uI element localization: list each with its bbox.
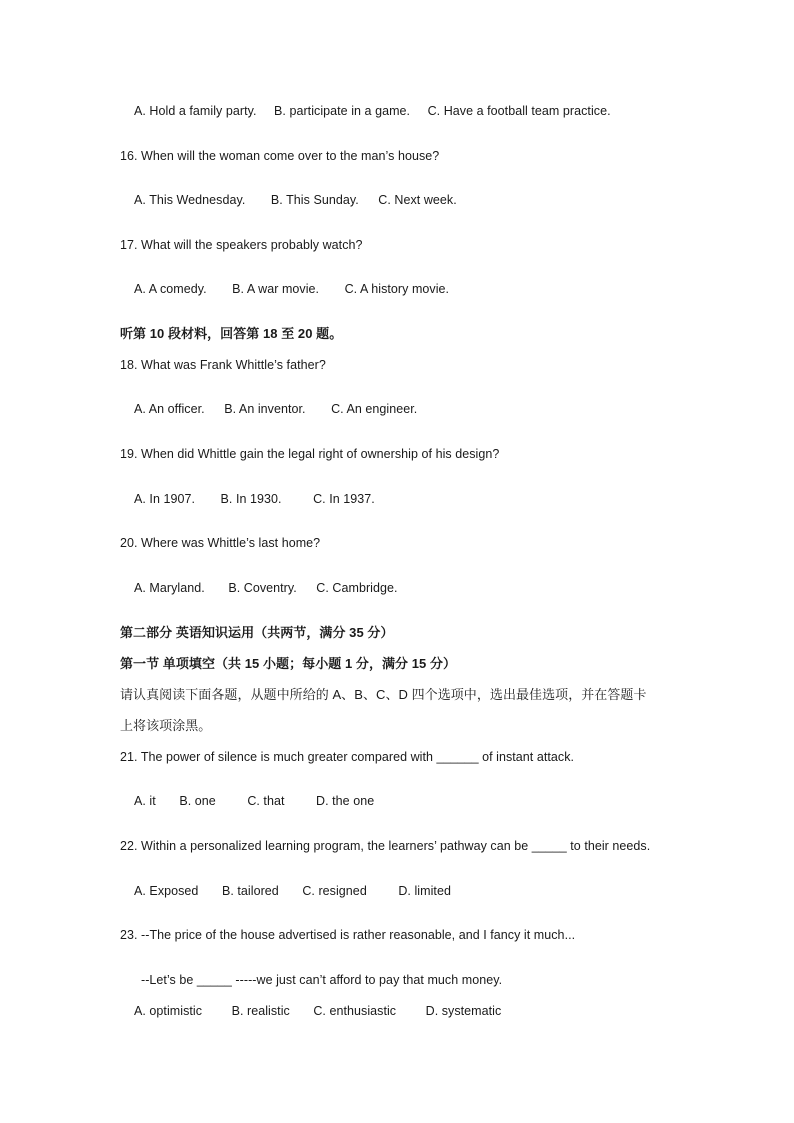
option-c: C. that — [247, 794, 285, 808]
options-21 — [134, 793, 374, 809]
option-c: C. Cambridge. — [316, 581, 398, 595]
options-18 — [134, 401, 417, 417]
option-b: B. tailored — [221, 884, 279, 898]
option-c: C. In 1937. — [313, 492, 375, 506]
instructions-line-1: 请认真阅读下面各题，从题中所给的 A、B、C、D 四个选项中，选出最佳选项，并在答题卡 — [120, 687, 647, 702]
question-22: 22. Within a personalized learning program, the learners’ pathway can be _____ to their needs. — [120, 839, 651, 853]
option-b: B. Coventry. — [228, 581, 297, 595]
options-20 — [134, 580, 398, 596]
options-16 — [134, 192, 457, 208]
option-a: A. An officer. — [134, 402, 205, 416]
question-19: 19. When did Whittle gain the legal right of ownership of his design? — [120, 447, 500, 461]
option-b: B. participate in a game. — [274, 104, 411, 118]
option-a: A. A comedy. — [134, 282, 207, 296]
option-b: B. This Sunday. — [270, 193, 359, 207]
options-19 — [134, 491, 375, 507]
option-a: A. it — [134, 794, 156, 808]
option-c: C. A history movie. — [344, 282, 450, 296]
option-c: C. Have a football team practice. — [427, 104, 611, 118]
option-c: C. An engineer. — [331, 402, 418, 416]
option-a: A. In 1907. — [134, 492, 196, 506]
option-a: A. Hold a family party. — [134, 104, 257, 118]
option-b: B. one — [179, 794, 216, 808]
option-c: C. enthusiastic — [313, 1004, 397, 1018]
question-16: 16. When will the woman come over to the man’s house? — [120, 149, 440, 163]
question-23: 23. --The price of the house advertised is rather reasonable, and I fancy it much... — [120, 928, 576, 942]
option-b: B. An inventor. — [224, 402, 306, 416]
option-a: A. Maryland. — [134, 581, 205, 595]
question-17: 17. What will the speakers probably watch? — [120, 238, 363, 252]
option-a: A. optimistic — [134, 1004, 203, 1018]
part-heading: 第二部分 英语知识运用（共两节，满分 35 分） — [120, 625, 394, 640]
option-a: A. Exposed — [134, 884, 199, 898]
option-a: A. This Wednesday. — [134, 193, 246, 207]
options-15 — [134, 103, 611, 119]
option-b: B. In 1930. — [220, 492, 282, 506]
option-c: C. Next week. — [378, 193, 457, 207]
options-22 — [134, 883, 451, 899]
question-18: 18. What was Frank Whittle’s father? — [120, 358, 326, 372]
section-heading: 听第 10 段材料，回答第 18 至 20 题。 — [120, 326, 343, 341]
instructions-line-2: 上将该项涂黑。 — [120, 718, 212, 733]
option-d: D. systematic — [425, 1004, 502, 1018]
option-c: C. resigned — [302, 884, 367, 898]
question-23-reply: --Let’s be _____ -----we just can’t afford to pay that much money. — [141, 973, 503, 987]
option-b: B. A war movie. — [232, 282, 320, 296]
option-d: D. the one — [316, 794, 375, 808]
question-21: 21. The power of silence is much greater compared with ______ of instant attack. — [120, 750, 575, 764]
options-17 — [134, 281, 449, 297]
option-d: D. limited — [398, 884, 451, 898]
subsection-heading: 第一节 单项填空（共 15 小题；每小题 1 分，满分 15 分） — [120, 656, 457, 671]
option-b: B. realistic — [231, 1004, 290, 1018]
question-20: 20. Where was Whittle’s last home? — [120, 536, 321, 550]
options-23 — [134, 1003, 501, 1019]
